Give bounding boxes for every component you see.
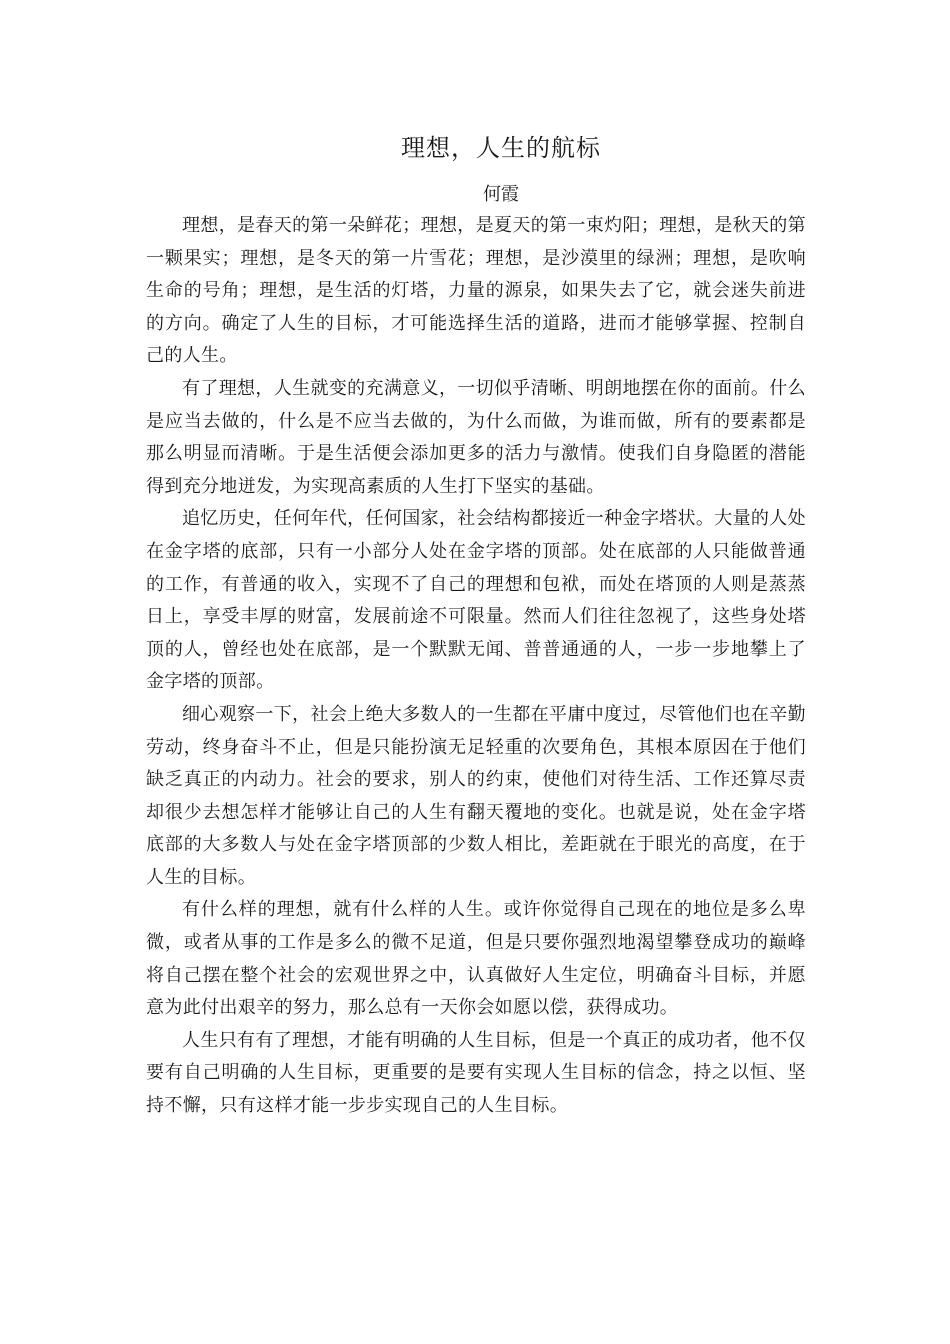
- document-author: 何霞: [483, 184, 519, 205]
- document-page: [146, 128, 806, 1123]
- paragraph-2: 有了理想，人生就变的充满意义，一切似乎清晰、明朗地摆在你的面前。什么是应当去做的，什么是不应当去做的，为什么而做，为谁而做，所有的要素都是那么明显而清晰。于是生活便会添加更多的活力与激情。使我们自身隐匿的潜能得到充分地迸发，为实现高素质的人生打下坚实的基础。: [146, 377, 806, 497]
- paragraph-1: 理想，是春天的第一朵鲜花；理想，是夏天的第一束灼阳；理想，是秋天的第一颗果实；理想，是冬天的第一片雪花；理想，是沙漠里的绿洲；理想，是吹响生命的号角；理想，是生活的灯塔，力量的源泉，如果失去了它，就会迷失前进的方向。确定了人生的目标，才可能选择生活的道路，进而才能够掌握、控制自己的人生。: [146, 215, 806, 367]
- document-title: 理想，人生的航标: [401, 134, 601, 162]
- document-body: [146, 210, 806, 1123]
- paragraph-5: 有什么样的理想，就有什么样的人生。或许你觉得自己现在的地位是多么卑微，或者从事的工作是多么的微不足道，但是只要你强烈地渴望攀登成功的巅峰将自己摆在整个社会的宏观世界之中，认真做好人生定位，明确奋斗目标，并愿意为此付出艰辛的努力，那么总有一天你会如愿以偿，获得成功。: [146, 899, 806, 1019]
- paragraph-3: 追忆历史，任何年代，任何国家，社会结构都接近一种金字塔状。大量的人处在金字塔的底部，只有一小部分人处在金字塔的顶部。处在底部的人只能做普通的工作，有普通的收入，实现不了自己的理想和包袱，而处在塔顶的人则是蒸蒸日上，享受丰厚的财富，发展前途不可限量。然而人们往往忽视了，这些身处塔顶的人，曾经也处在底部，是一个默默无闻、普普通通的人，一步一步地攀上了金字塔的顶部。: [146, 508, 806, 693]
- paragraph-6: 人生只有有了理想，才能有明确的人生目标，但是一个真正的成功者，他不仅要有自己明确的人生目标，更重要的是要有实现人生目标的信念，持之以恒、坚持不懈，只有这样才能一步步实现自己的人生目标。: [146, 1029, 806, 1117]
- paragraph-4: 细心观察一下，社会上绝大多数人的一生都在平庸中度过，尽管他们也在辛勤劳动，终身奋斗不止，但是只能扮演无足轻重的次要角色，其根本原因在于他们缺乏真正的内动力。社会的要求，别人的约束，使他们对待生活、工作还算尽责却很少去想怎样才能够让自己的人生有翻天覆地的变化。也就是说，处在金字塔底部的大多数人与处在金字塔顶部的少数人相比，差距就在于眼光的高度，在于人生的目标。: [146, 703, 806, 888]
